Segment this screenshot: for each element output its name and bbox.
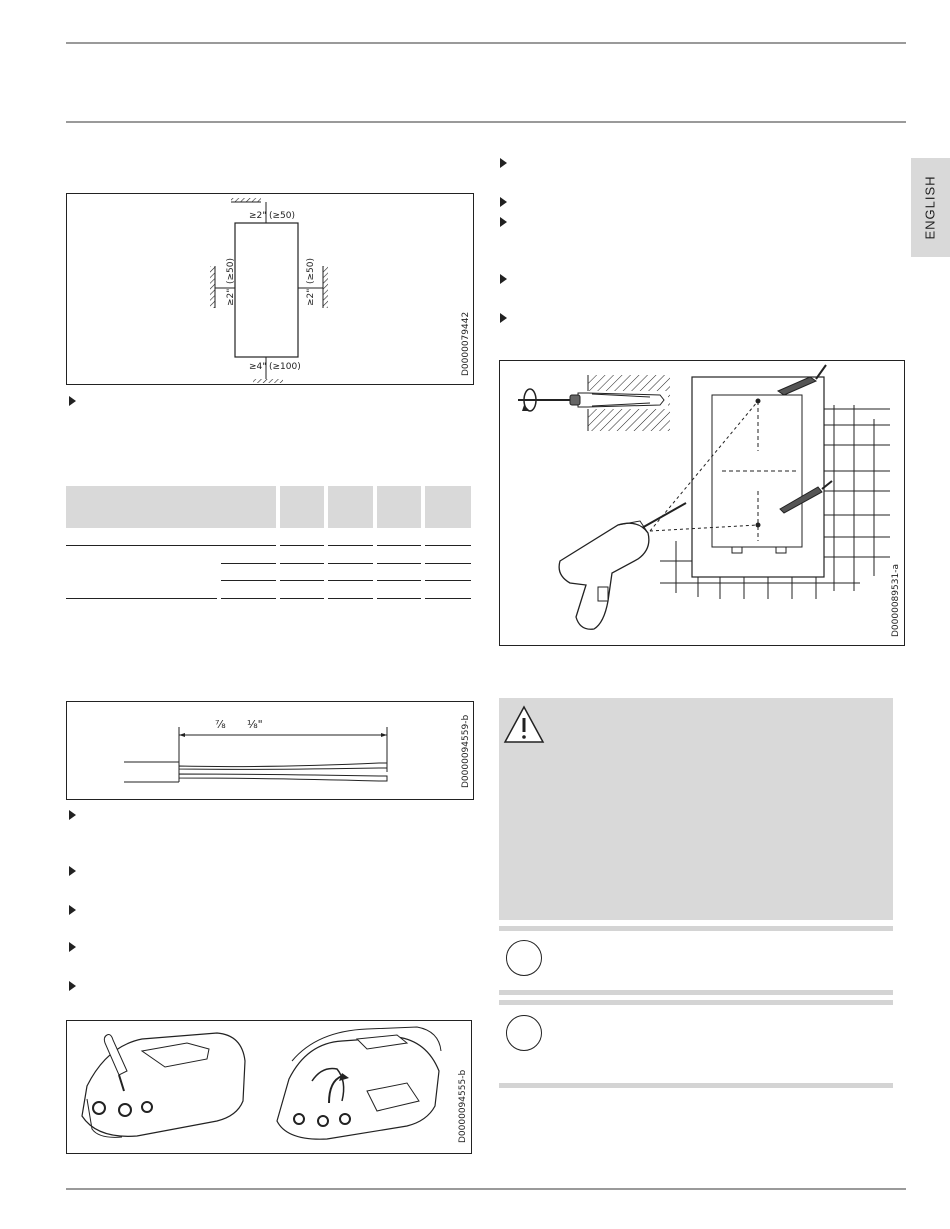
table-header-cell [425,486,471,528]
left-wall-hatch [210,266,215,308]
left-clearance-mm: (≥50) [226,257,236,284]
top-wall-hatch [231,198,261,202]
table-header-cell [328,486,373,528]
bottom-clearance-inch: ≥4" [249,362,267,372]
note-divider [499,990,893,995]
header-rule-top [66,42,906,44]
table-row-line [425,563,471,564]
left-clearance-inch: ≥2" [226,288,236,306]
table-header-cell [280,486,324,528]
strip-length-inner: ⅛" [247,718,263,731]
table-row-line [328,580,373,581]
clearance-diagram [67,194,473,384]
appliance-outline [235,223,298,357]
table-row-line [280,563,324,564]
language-tab[interactable] [911,158,950,257]
mounting-figure-code: D0000089531-a [891,564,901,637]
table-row-line [280,545,324,546]
drill-illustration [559,503,686,629]
top-clearance-inch: ≥2" [249,211,267,221]
note-divider [499,926,893,931]
info-circle-icon [506,940,542,976]
triangle-right-icon [500,274,507,284]
right-wall-hatch [323,266,328,308]
wall-plug-detail [518,375,670,431]
mounting-template [650,365,890,599]
triangle-right-icon [69,942,76,952]
triangle-right-icon [500,197,507,207]
footer-rule [66,1188,906,1190]
cover-removal-figure [66,1020,472,1154]
table-row-line [280,580,324,581]
wire-figure-code: D0000094559-b [461,714,471,788]
wall-mounting-figure [499,360,905,646]
table-header-cell [377,486,421,528]
wall-mounting-diagram [500,361,904,645]
right-clearance-mm: (≥50) [306,257,316,284]
table-row-line [425,598,471,599]
triangle-right-icon [69,396,76,406]
top-clearance-mm: (≥50) [269,211,296,221]
table-row-line [425,545,471,546]
table-row-line [377,598,421,599]
table-row-line [377,563,421,564]
cover-figure-code: D0000094555-b [458,1069,468,1143]
triangle-right-icon [500,313,507,323]
bottom-wall-hatch [253,379,283,383]
table-row-line [221,563,276,564]
triangle-right-icon [500,217,507,227]
triangle-right-icon [69,810,76,820]
table-row-line [328,598,373,599]
right-clearance-inch: ≥2" [306,288,316,306]
table-row-line [221,598,276,599]
warning-panel [499,698,893,920]
bottom-clearance-mm: (≥100) [269,362,301,372]
table-row-line [425,580,471,581]
header-rule-bottom [66,121,906,123]
table-row-line [377,580,421,581]
table-row-line [328,545,373,546]
triangle-right-icon [500,158,507,168]
table-header-cell [66,486,276,528]
wire-strip-diagram [67,702,473,799]
appliance-closed [82,1033,245,1137]
wire-strip-figure [66,701,474,800]
table-row-line [328,563,373,564]
table-row-line [66,545,276,546]
table-row-line [221,580,276,581]
note-divider [499,1083,893,1088]
triangle-right-icon [69,905,76,915]
table-row-line [280,598,324,599]
info-circle-icon [506,1015,542,1051]
triangle-right-icon [69,866,76,876]
table-row-line [66,598,217,599]
note-divider [499,1000,893,1005]
warning-triangle-icon [502,704,546,746]
language-tab-label: ENGLISH [923,175,939,240]
strip-length-outer: ⅞ [215,718,226,731]
table-row-line [377,545,421,546]
clearance-figure-code: D0000079442 [461,311,471,376]
cover-removal-diagram [67,1021,471,1153]
appliance-open [277,1027,441,1139]
clearance-figure [66,193,474,385]
triangle-right-icon [69,981,76,991]
